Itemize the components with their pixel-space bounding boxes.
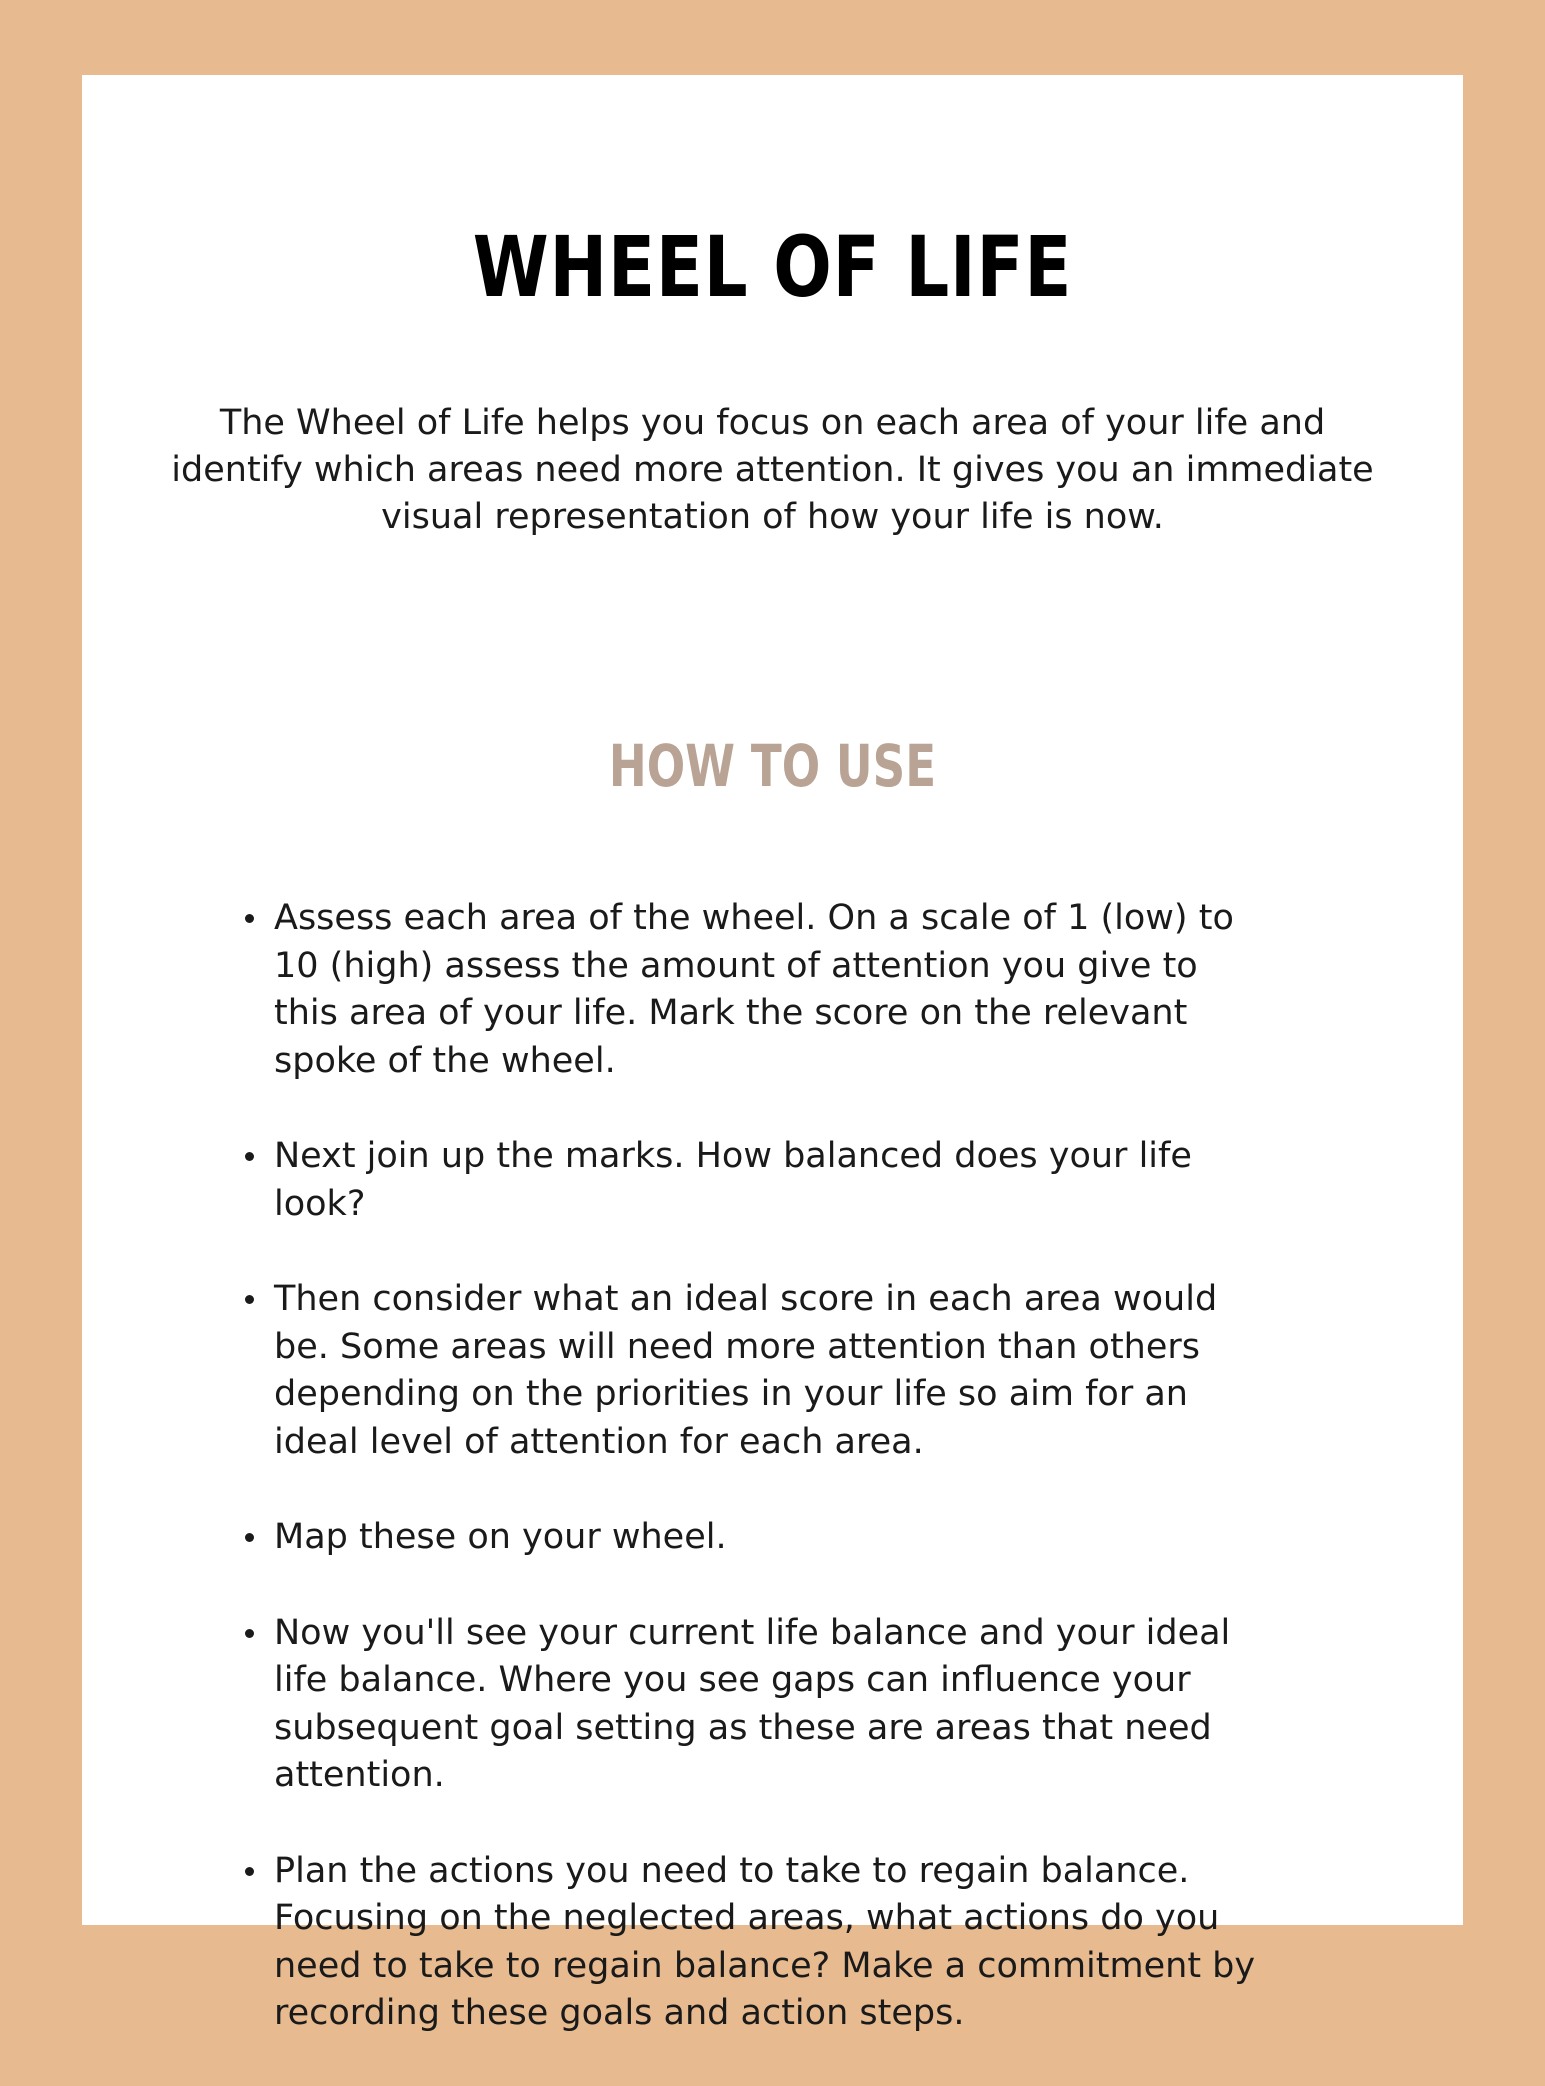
bullet-icon xyxy=(245,1867,254,1876)
step-text: Then consider what an ideal score in each area would be. Some areas will need more attention than others depending on the priorities in your life so aim for an ideal level of attention for each area. xyxy=(274,1279,1218,1462)
intro-paragraph: The Wheel of Life helps you focus on each area of your life and identify which areas need more attention. It gives you an immediate visual representation of how your life is now. xyxy=(171,403,1374,537)
step-text: Now you'll see your current life balance and your ideal life balance. Where you see gaps can influence your subsequent goal setting as these are areas that need attention. xyxy=(274,1612,1231,1795)
list-item xyxy=(272,1514,1272,1562)
list-item xyxy=(272,1610,1272,1800)
list-item xyxy=(272,1133,1272,1228)
step-text: Next join up the marks. How balanced does your life look? xyxy=(274,1136,1192,1224)
bullet-icon xyxy=(245,914,254,923)
instructions-list xyxy=(272,895,1272,2086)
step-text: Plan the actions you need to take to regain balance. Focusing on the neglected areas, what actions do you need to take to regain balance? Make a commitment by recording these goals and action steps. xyxy=(274,1850,1256,2033)
bullet-icon xyxy=(245,1629,254,1638)
list-item xyxy=(272,895,1272,1085)
bullet-icon xyxy=(245,1533,254,1542)
page-title: WHEEL OF LIFE xyxy=(472,218,1073,316)
list-item xyxy=(272,1848,1272,2038)
list-item xyxy=(272,1276,1272,1466)
step-text: Map these on your wheel. xyxy=(274,1517,727,1557)
bullet-icon xyxy=(245,1152,254,1161)
document-page xyxy=(82,75,1463,2033)
step-text: Assess each area of the wheel. On a scale of 1 (low) to 10 (high) assess the amount of attention you give to this area of your life. Mark the score on the relevant spoke of the wheel. xyxy=(274,898,1234,1081)
section-heading: HOW TO USE xyxy=(608,732,937,800)
bullet-icon xyxy=(245,1295,254,1304)
